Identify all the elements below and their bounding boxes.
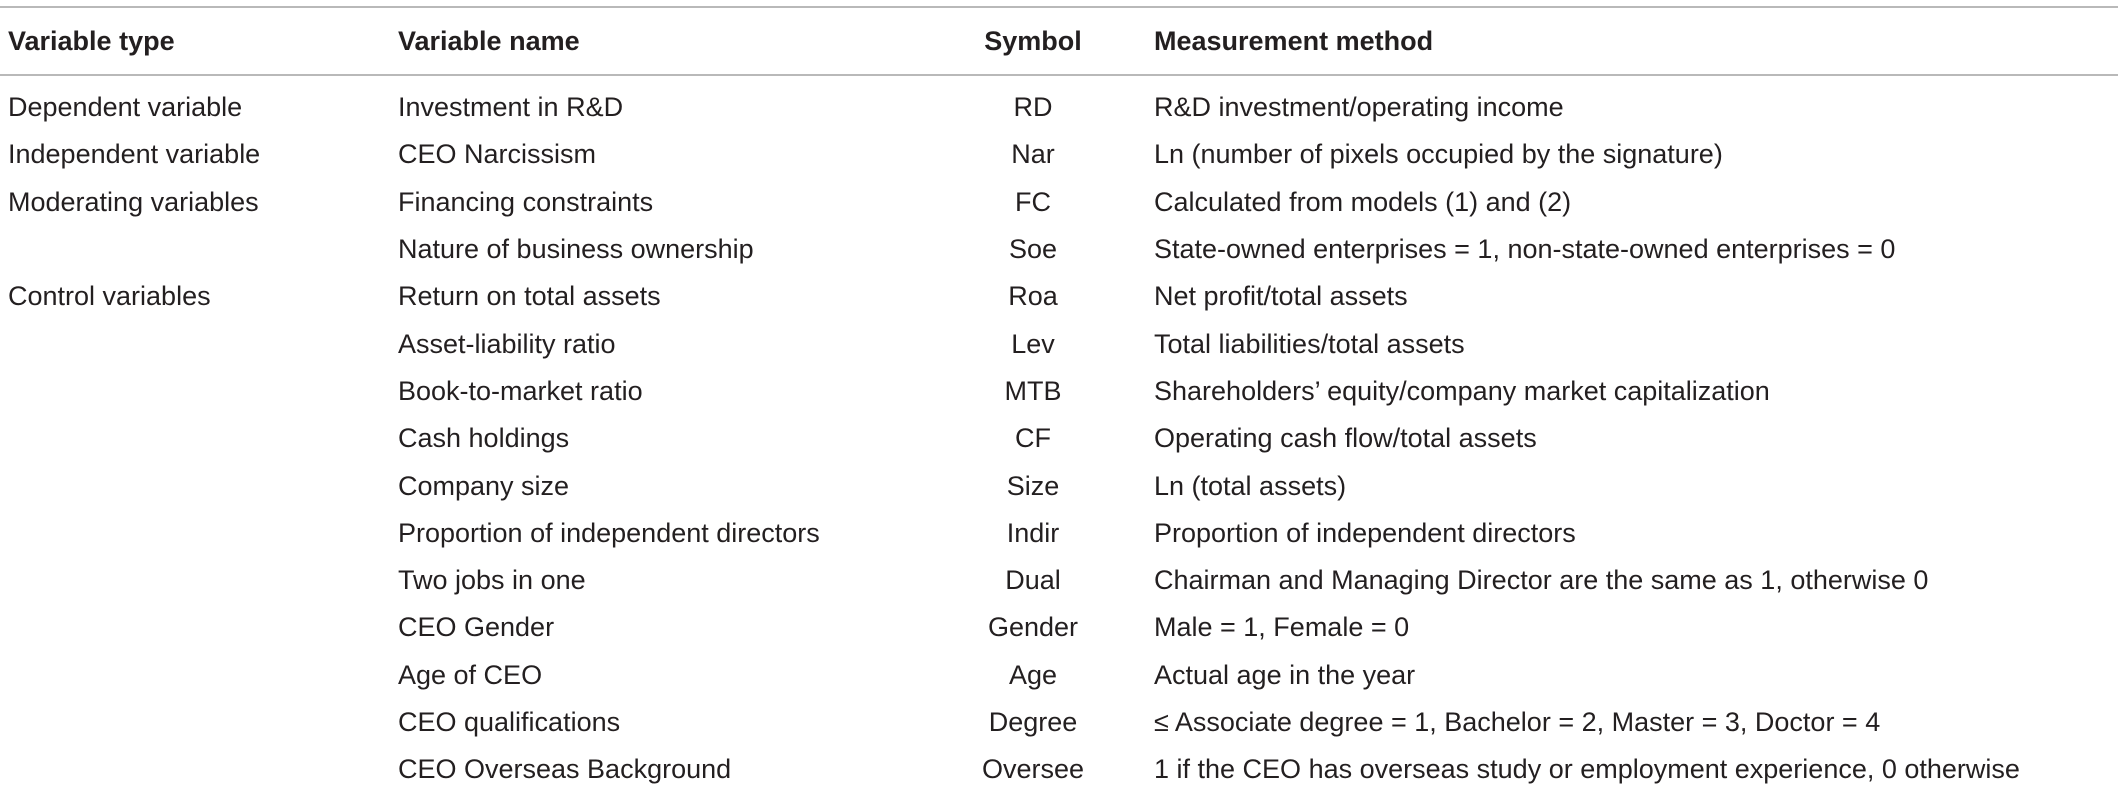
cell-measurement: Actual age in the year	[1154, 659, 1416, 690]
table-row	[0, 320, 2118, 367]
cell-variable-name: Nature of business ownership	[398, 234, 754, 265]
table-body	[0, 75, 2118, 793]
table-header	[0, 7, 2118, 75]
cell-symbol: RD	[1013, 92, 1053, 123]
variables-table	[0, 6, 2118, 793]
cell-variable-name: Return on total assets	[398, 281, 661, 312]
cell-variable-name: Investment in R&D	[398, 92, 624, 123]
cell-measurement: Net profit/total assets	[1154, 281, 1408, 312]
cell-measurement: Calculated from models (1) and (2)	[1154, 186, 1572, 217]
table-row	[0, 226, 2118, 273]
cell-measurement: Total liabilities/total assets	[1154, 328, 1465, 359]
cell-variable-type: Moderating variables	[8, 186, 259, 217]
cell-variable-type	[0, 415, 398, 462]
cell-measurement: Operating cash flow/total assets	[1154, 423, 1537, 454]
table-row	[0, 604, 2118, 651]
cell-variable-type: Independent variable	[8, 139, 261, 170]
cell-variable-name: CEO Overseas Background	[398, 754, 732, 785]
cell-variable-type	[0, 604, 398, 651]
cell-variable-name: CEO Narcissism	[398, 139, 597, 170]
cell-variable-type: Dependent variable	[8, 92, 243, 123]
cell-variable-name: Two jobs in one	[398, 565, 586, 596]
cell-symbol: Soe	[1008, 234, 1058, 265]
cell-variable-name: CEO Gender	[398, 612, 555, 643]
cell-variable-name: Book-to-market ratio	[398, 375, 643, 406]
cell-measurement: Ln (total assets)	[1154, 470, 1347, 501]
cell-variable-name: Financing constraints	[398, 186, 654, 217]
cell-variable-type	[0, 652, 398, 699]
cell-symbol: Oversee	[981, 754, 1085, 785]
header-row	[0, 7, 2118, 75]
cell-symbol: Size	[1006, 470, 1060, 501]
cell-symbol: Lev	[1011, 328, 1055, 359]
table-row	[0, 273, 2118, 320]
cell-measurement: R&D investment/operating income	[1154, 92, 1564, 123]
cell-variable-name: Proportion of independent directors	[398, 517, 820, 548]
header-measurement-method: Measurement method	[1154, 25, 1434, 56]
table-row	[0, 75, 2118, 131]
cell-variable-type	[0, 557, 398, 604]
table-row	[0, 179, 2118, 226]
table-row	[0, 746, 2118, 793]
cell-measurement: State-owned enterprises = 1, non-state-owned enterprises = 0	[1154, 234, 1896, 265]
cell-symbol: CF	[1015, 423, 1051, 454]
cell-symbol: Degree	[988, 707, 1078, 737]
cell-measurement: 1 if the CEO has overseas study or employment experience, 0 otherwise	[1154, 754, 2020, 785]
cell-variable-type	[0, 699, 398, 746]
cell-symbol: Dual	[1005, 565, 1061, 596]
cell-measurement: Male = 1, Female = 0	[1154, 612, 1410, 643]
table-row	[0, 557, 2118, 604]
table-row	[0, 415, 2118, 462]
cell-symbol: Age	[1008, 659, 1058, 690]
table-row	[0, 699, 2118, 746]
cell-variable-name: Age of CEO	[398, 659, 543, 690]
cell-measurement: Shareholders’ equity/company market capitalization	[1154, 375, 1770, 406]
cell-variable-name: Company size	[398, 470, 570, 501]
table-row	[0, 368, 2118, 415]
cell-variable-name: CEO qualifications	[398, 707, 621, 737]
cell-variable-type	[0, 746, 398, 793]
cell-measurement: ≤ Associate degree = 1, Bachelor = 2, Master = 3, Doctor = 4	[1154, 707, 1881, 737]
cell-variable-type: Control variables	[8, 281, 211, 312]
cell-symbol: Indir	[1006, 517, 1060, 548]
cell-measurement: Proportion of independent directors	[1154, 517, 1576, 548]
cell-variable-type	[0, 462, 398, 509]
cell-variable-name: Asset-liability ratio	[398, 328, 616, 359]
cell-symbol: MTB	[1004, 375, 1062, 406]
cell-measurement: Chairman and Managing Director are the same as 1, otherwise 0	[1154, 565, 1929, 596]
cell-variable-name: Cash holdings	[398, 423, 570, 454]
cell-symbol: FC	[1015, 186, 1051, 217]
cell-symbol: Roa	[1008, 281, 1058, 312]
cell-variable-type	[0, 510, 398, 557]
header-variable-name: Variable name	[398, 25, 580, 56]
table-row	[0, 652, 2118, 699]
cell-symbol: Nar	[1011, 139, 1055, 170]
table-row	[0, 510, 2118, 557]
table-row	[0, 462, 2118, 509]
cell-symbol: Gender	[987, 612, 1079, 643]
cell-variable-type	[0, 320, 398, 367]
cell-variable-type	[0, 368, 398, 415]
header-variable-type: Variable type	[8, 25, 175, 56]
cell-variable-type	[0, 226, 398, 273]
table-row	[0, 131, 2118, 178]
header-symbol: Symbol	[984, 25, 1082, 56]
cell-measurement: Ln (number of pixels occupied by the signature)	[1154, 139, 1723, 170]
